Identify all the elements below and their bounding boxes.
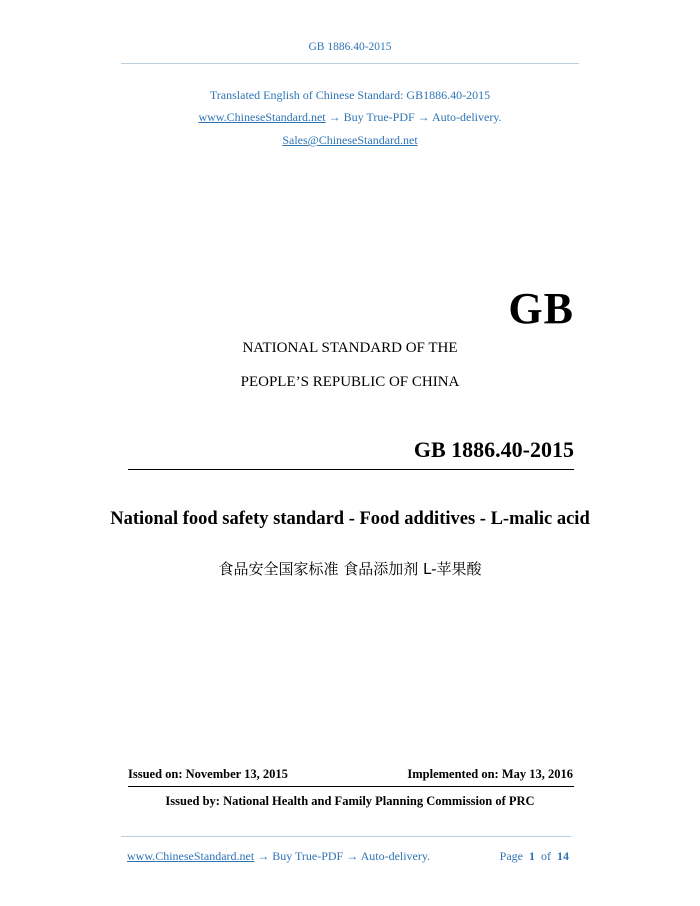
standard-number-rule — [128, 469, 574, 470]
page-current: 1 — [529, 849, 535, 863]
title-chinese: 食品安全国家标准 食品添加剂 L-苹果酸 — [218, 560, 482, 578]
implemented-on-date: Implemented on: May 13, 2016 — [407, 767, 573, 781]
footer-links — [127, 849, 430, 864]
issued-on-date: Issued on: November 13, 2015 — [128, 767, 288, 781]
footer-buy-text: → Buy True-PDF → Auto-delivery. — [257, 849, 431, 863]
national-standard-line-2: PEOPLE’S REPUBLIC OF CHINA — [240, 374, 460, 390]
page-of: of — [541, 849, 551, 863]
footer-site-link[interactable]: www.ChineseStandard.net — [127, 849, 255, 863]
national-standard-line-1: NATIONAL STANDARD OF THE — [242, 340, 458, 356]
footer-divider — [121, 836, 571, 837]
page-total: 14 — [557, 849, 569, 863]
header-links-line — [0, 110, 700, 125]
page-number — [500, 849, 569, 864]
buy-text: → Buy True-PDF → Auto-delivery. — [328, 110, 502, 124]
sales-email-link[interactable]: Sales@ChineseStandard.net — [282, 133, 418, 147]
issued-by: Issued by: National Health and Family Planning Commission of PRC — [165, 794, 535, 808]
site-link[interactable]: www.ChineseStandard.net — [198, 110, 326, 124]
translated-line: Translated English of Chinese Standard: GB1886.40-2015 — [209, 88, 491, 102]
header-divider — [121, 63, 579, 64]
running-head: GB 1886.40-2015 — [308, 41, 392, 53]
standard-number: GB 1886.40-2015 — [413, 437, 574, 462]
issue-rule — [128, 786, 574, 787]
page-label: Page — [499, 849, 523, 863]
sales-line — [0, 133, 700, 148]
gb-mark: GB — [508, 284, 574, 333]
title-english: National food safety standard - Food additives - L-malic acid — [110, 509, 590, 529]
